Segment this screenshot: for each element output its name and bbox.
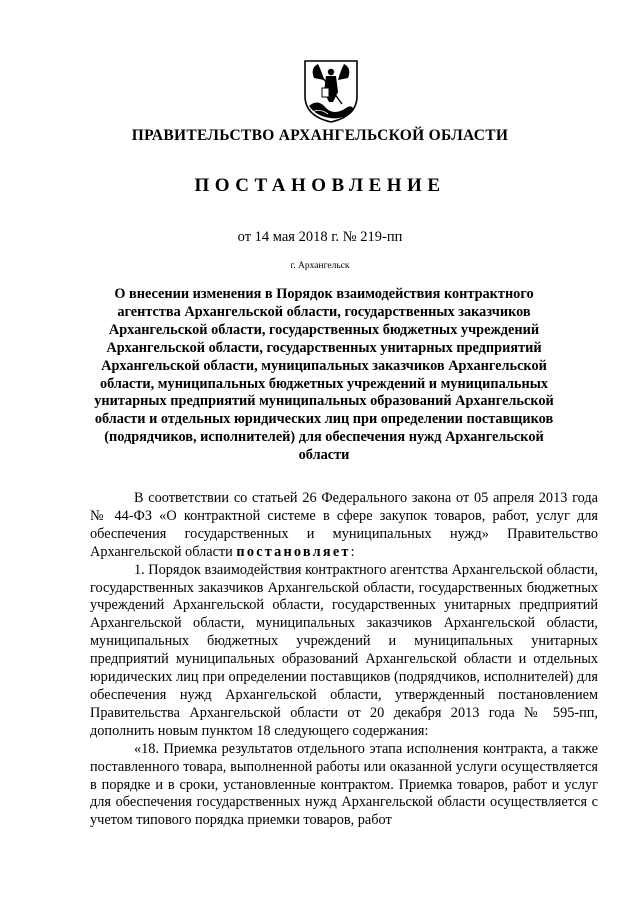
city-name: г. Архангельск xyxy=(290,261,350,271)
item-1-paragraph: 1. Порядок взаимодействия контрактного агентства Архангельской области, государственных заказчиков Архангельской области, государственных бюджетных учреждений Архангельской области, государственных унитарных предприятий Архангельской области, муниципальных заказчиков Архангельской области, муниципальных бюджетных учреждений и муниципальных унитарных предприятий муниципальных образований Архангельской области и отдельных юридических лиц при определении поставщиков (подрядчиков, исполнителей) для обеспечения нужд Архангельской области, утвержденный постановлением Правительства Архангельской области от 20 декабря 2013 года № 595-пп, дополнить новым пунктом 18 следующего содержания: xyxy=(90,561,598,739)
document-body xyxy=(90,490,598,830)
coat-of-arms-emblem xyxy=(300,58,362,124)
intro-text: В соответствии со статьей 26 Федерального закона от 05 апреля 2013 года № 44-ФЗ «О контрактной системе в сфере закупок товаров, работ, услуг для обеспечения государственных и муниципальных нужд» Правительство Архангельской области xyxy=(90,490,598,560)
item-18-paragraph: «18. Приемка результатов отдельного этапа исполнения контракта, а также поставленного товара, выполненной работы или оказанной услуги осуществляется в порядке и в сроки, установленные контрактом. Приемка товаров, работ и услуг для обеспечения государственных нужд Архангельской области осуществляется с учетом типового порядка приемки товаров, работ xyxy=(90,740,598,829)
document-subject-heading: О внесении изменения в Порядок взаимодействия контрактного агентства Архангельской области, государственных заказчиков Архангельской области, государственных бюджетных учреждений Архангельской области, государственных унитарных предприятий Архангельской области, муниципальных заказчиков Архангельской области, муниципальных бюджетных учреждений и муниципальных унитарных предприятий муниципальных образований Архангельской области и отдельных юридических лиц при определении поставщиков (подрядчиков, исполнителей) для обеспечения нужд Архангельской области xyxy=(94,286,554,464)
document-type-title: ПОСТАНОВЛЕНИЕ xyxy=(194,175,446,196)
resolves-word: постановляет xyxy=(236,543,351,560)
government-name: ПРАВИТЕЛЬСТВО АРХАНГЕЛЬСКОЙ ОБЛАСТИ xyxy=(131,127,509,144)
resolves-colon: : xyxy=(350,543,355,560)
intro-paragraph xyxy=(90,490,598,562)
document-date-number: от 14 мая 2018 г. № 219-пп xyxy=(237,229,403,245)
